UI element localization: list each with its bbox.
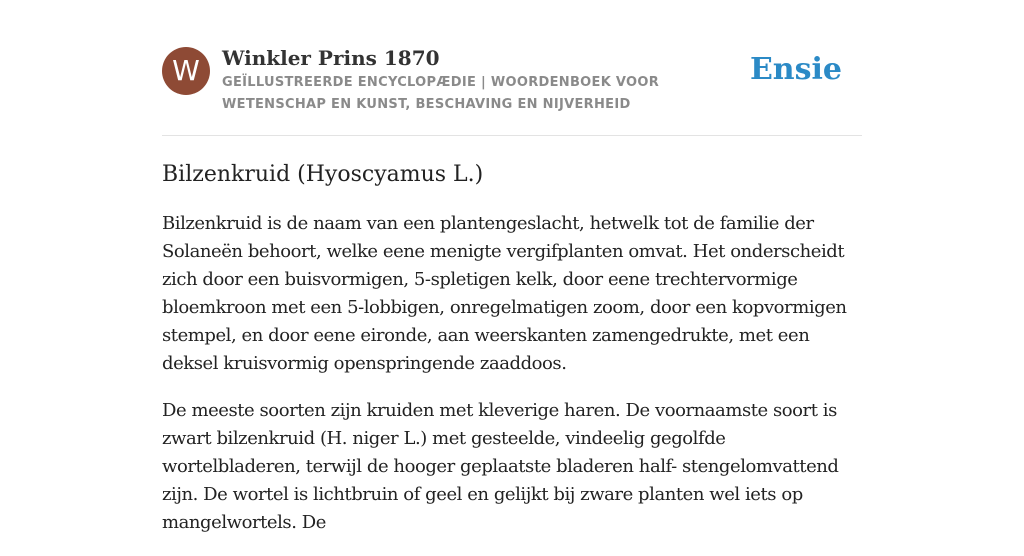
article-title: Bilzenkruid (Hyoscyamus L.) (162, 162, 484, 187)
article (162, 158, 862, 556)
article-paragraph: Bilzenkruid is de naam van een plantengeslacht, hetwelk tot de familie der Solaneën behoort, welke eene menigte vergifplanten omvat. Het onderscheidt zich door een buisvormigen, 5-spletigen kelk, door eene trechtervormige bloemkroon met een 5-lobbigen, onregelmatigen zoom, door een kopvormigen stempel, en door eene eironde, aan weerskanten zamengedrukte, met een deksel kruisvormig openspringende zaaddoos. (162, 213, 847, 374)
source-avatar[interactable]: W (162, 47, 210, 95)
source-subtitle: GEÏLLUSTREERDE ENCYCLOPÆDIE | WOORDENBOEK VOOR WETENSCHAP EN KUNST, BESCHAVING EN NIJVERHEID (222, 75, 660, 112)
source-header (162, 46, 862, 116)
ensie-logo[interactable]: Ensie (749, 52, 842, 87)
article-paragraph: De meeste soorten zijn kruiden met kleverige haren. De voornaamste soort is zwart bilzenkruid (H. niger L.) met gesteelde, vindeelig gegolfde wortelbladeren, terwijl de hooger geplaatste bladeren half- stengelomvattend zijn. De wortel is lichtbruin of geel en gelijkt bij zware planten wel iets op mangelwortels. De (162, 400, 839, 533)
header-divider (162, 135, 862, 136)
source-title[interactable]: Winkler Prins 1870 (222, 46, 440, 70)
